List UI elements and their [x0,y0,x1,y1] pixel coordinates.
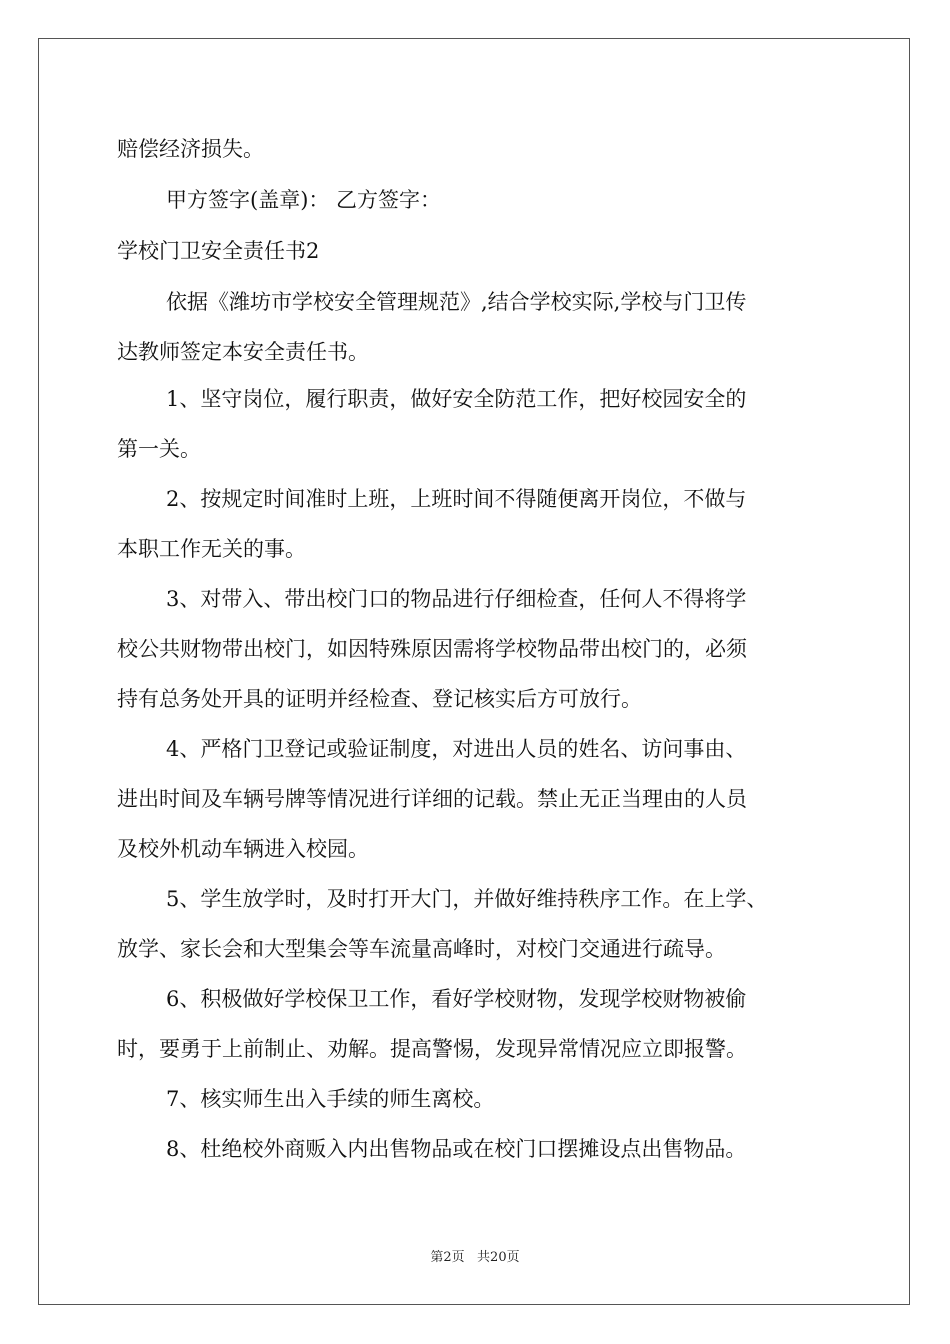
paragraph-line: 6、积极做好学校保卫工作，看好学校财物，发现学校财物被偷 [166,987,747,1011]
paragraph-line: 1、坚守岗位，履行职责，做好安全防范工作，把好校园安全的 [166,387,747,411]
paragraph-line: 持有总务处开具的证明并经检查、登记核实后方可放行。 [117,687,642,711]
page-footer: 第2页 共20页 [430,1250,520,1265]
paragraph-line: 达教师签定本安全责任书。 [117,340,369,364]
paragraph-line: 时，要勇于上前制止、劝解。提高警惕，发现异常情况应立即报警。 [117,1037,747,1061]
paragraph-line: 本职工作无关的事。 [117,537,306,561]
paragraph-line: 3、对带入、带出校门口的物品进行仔细检查，任何人不得将学 [166,587,747,611]
text-line: 赔偿经济损失。 [117,137,264,161]
paragraph-line: 7、核实师生出入手续的师生离校。 [166,1087,495,1111]
paragraph-line: 及校外机动车辆进入校园。 [117,837,369,861]
paragraph-line: 校公共财物带出校门，如因特殊原因需将学校物品带出校门的，必须 [117,637,747,661]
paragraph-line: 2、按规定时间准时上班，上班时间不得随便离开岗位，不做与 [166,487,747,511]
section-title: 学校门卫安全责任书2 [117,239,320,263]
page-border [38,38,910,1305]
signature-line: 甲方签字(盖章)： 乙方签字： [166,188,442,212]
paragraph-line: 5、学生放学时，及时打开大门，并做好维持秩序工作。在上学、 [166,887,768,911]
paragraph-line: 4、严格门卫登记或验证制度，对进出人员的姓名、访问事由、 [166,737,747,761]
paragraph-line: 第一关。 [117,437,201,461]
paragraph-line: 放学、家长会和大型集会等车流量高峰时，对校门交通进行疏导。 [117,937,726,961]
paragraph-line: 8、杜绝校外商贩入内出售物品或在校门口摆摊设点出售物品。 [166,1137,747,1161]
paragraph-line: 进出时间及车辆号牌等情况进行详细的记载。禁止无正当理由的人员 [117,787,747,811]
paragraph-line: 依据《潍坊市学校安全管理规范》,结合学校实际,学校与门卫传 [166,290,747,314]
